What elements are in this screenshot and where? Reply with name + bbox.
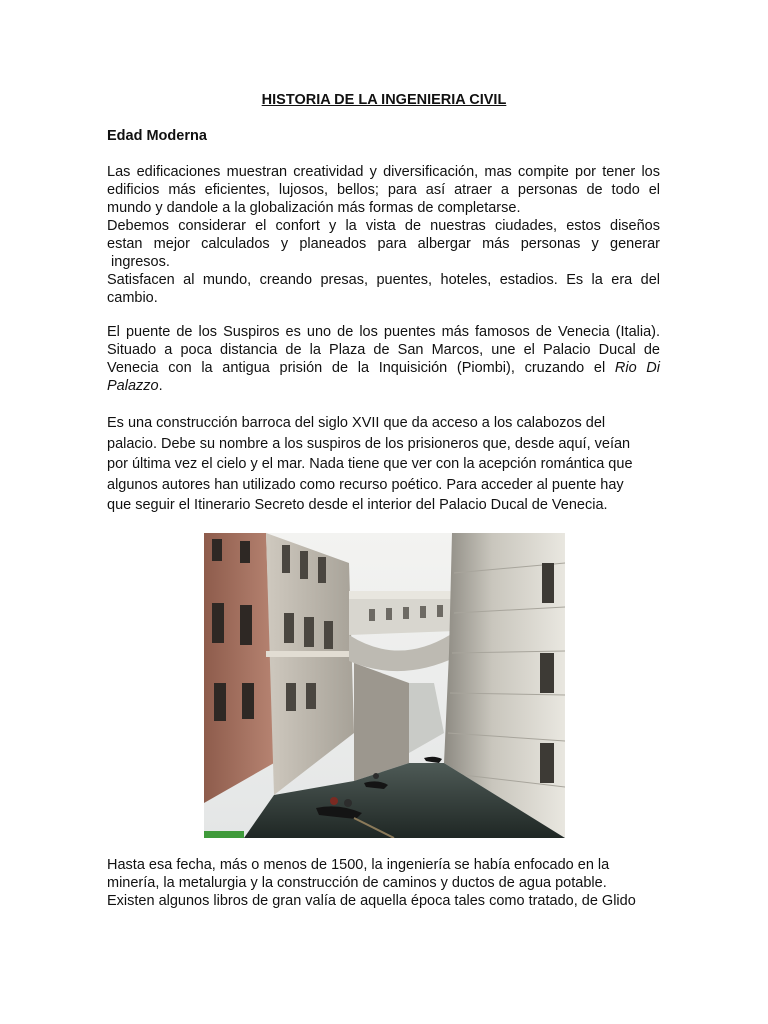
text-line: Es una construcción barroca del siglo XVII que da acceso a los calabozos del [107,415,606,431]
text-line: que seguir el Itinerario Secreto desde el interior del Palacio Ducal de Venecia. [107,497,608,513]
section-heading: Edad Moderna [107,128,207,144]
text-segment: Venecia con la antigua prisión de la Inquisición (Piombi), cruzando el [107,360,606,376]
text-line: minería, la metalurgia y la construcción de caminos y ductos de agua potable. [107,875,607,891]
text-line: Satisfacen al mundo, creando presas, puentes, hoteles, estadios. Es la era del [107,272,660,288]
text-line: algunos autores han utilizado como recurso poético. Para acceder al puente hay [107,476,624,493]
text-line: cambio. [107,290,158,306]
text-line: Las edificaciones muestran creatividad y diversificación, mas compite por tener los [107,164,660,180]
bridge-of-sighs-photo [204,533,565,838]
paragraph-bridge-of-sighs [107,323,660,395]
paragraph-engineering-1500 [107,856,660,910]
text-segment: . [158,378,163,394]
text-line: ingresos. [107,254,170,270]
page-title: HISTORIA DE LA INGENIERIA CIVIL [261,92,507,108]
text-line: palacio. Debe su nombre a los suspiros de los prisioneros que, desde aquí, veían [107,435,631,452]
paragraph-modern-era [107,163,660,307]
text-line: por última vez el cielo y el mar. Nada tiene que ver con la acepción romántica que [107,456,633,472]
text-line: Hasta esa fecha, más o menos de 1500, la ingeniería se había enfocado en la [107,857,610,873]
text-line [107,377,660,395]
text-line [107,359,660,377]
photo-illustration [204,533,565,838]
text-line: mundo y dandole a la globalización más formas de completarse. [107,200,521,216]
paragraph-baroque-construction [107,413,660,516]
text-line: El puente de los Suspiros es uno de los puentes más famosos de Venecia (Italia). [107,324,660,340]
text-line: Situado a poca distancia de la Plaza de San Marcos, une el Palacio Ducal de [107,342,660,358]
text-line: edificios más eficientes, lujosos, bellos; para así atraer a personas de todo el [107,182,660,198]
text-line: Existen algunos libros de gran valía de aquella época tales como tratado, de Glido [107,893,636,909]
italic-text: Rio Di [614,360,661,376]
italic-text: Palazzo [107,378,159,394]
text-line: estan mejor calculados y planeados para albergar más personas y generar [107,236,660,252]
text-line: Debemos considerar el confort y la vista de nuestras ciudades, estos diseños [107,218,660,234]
